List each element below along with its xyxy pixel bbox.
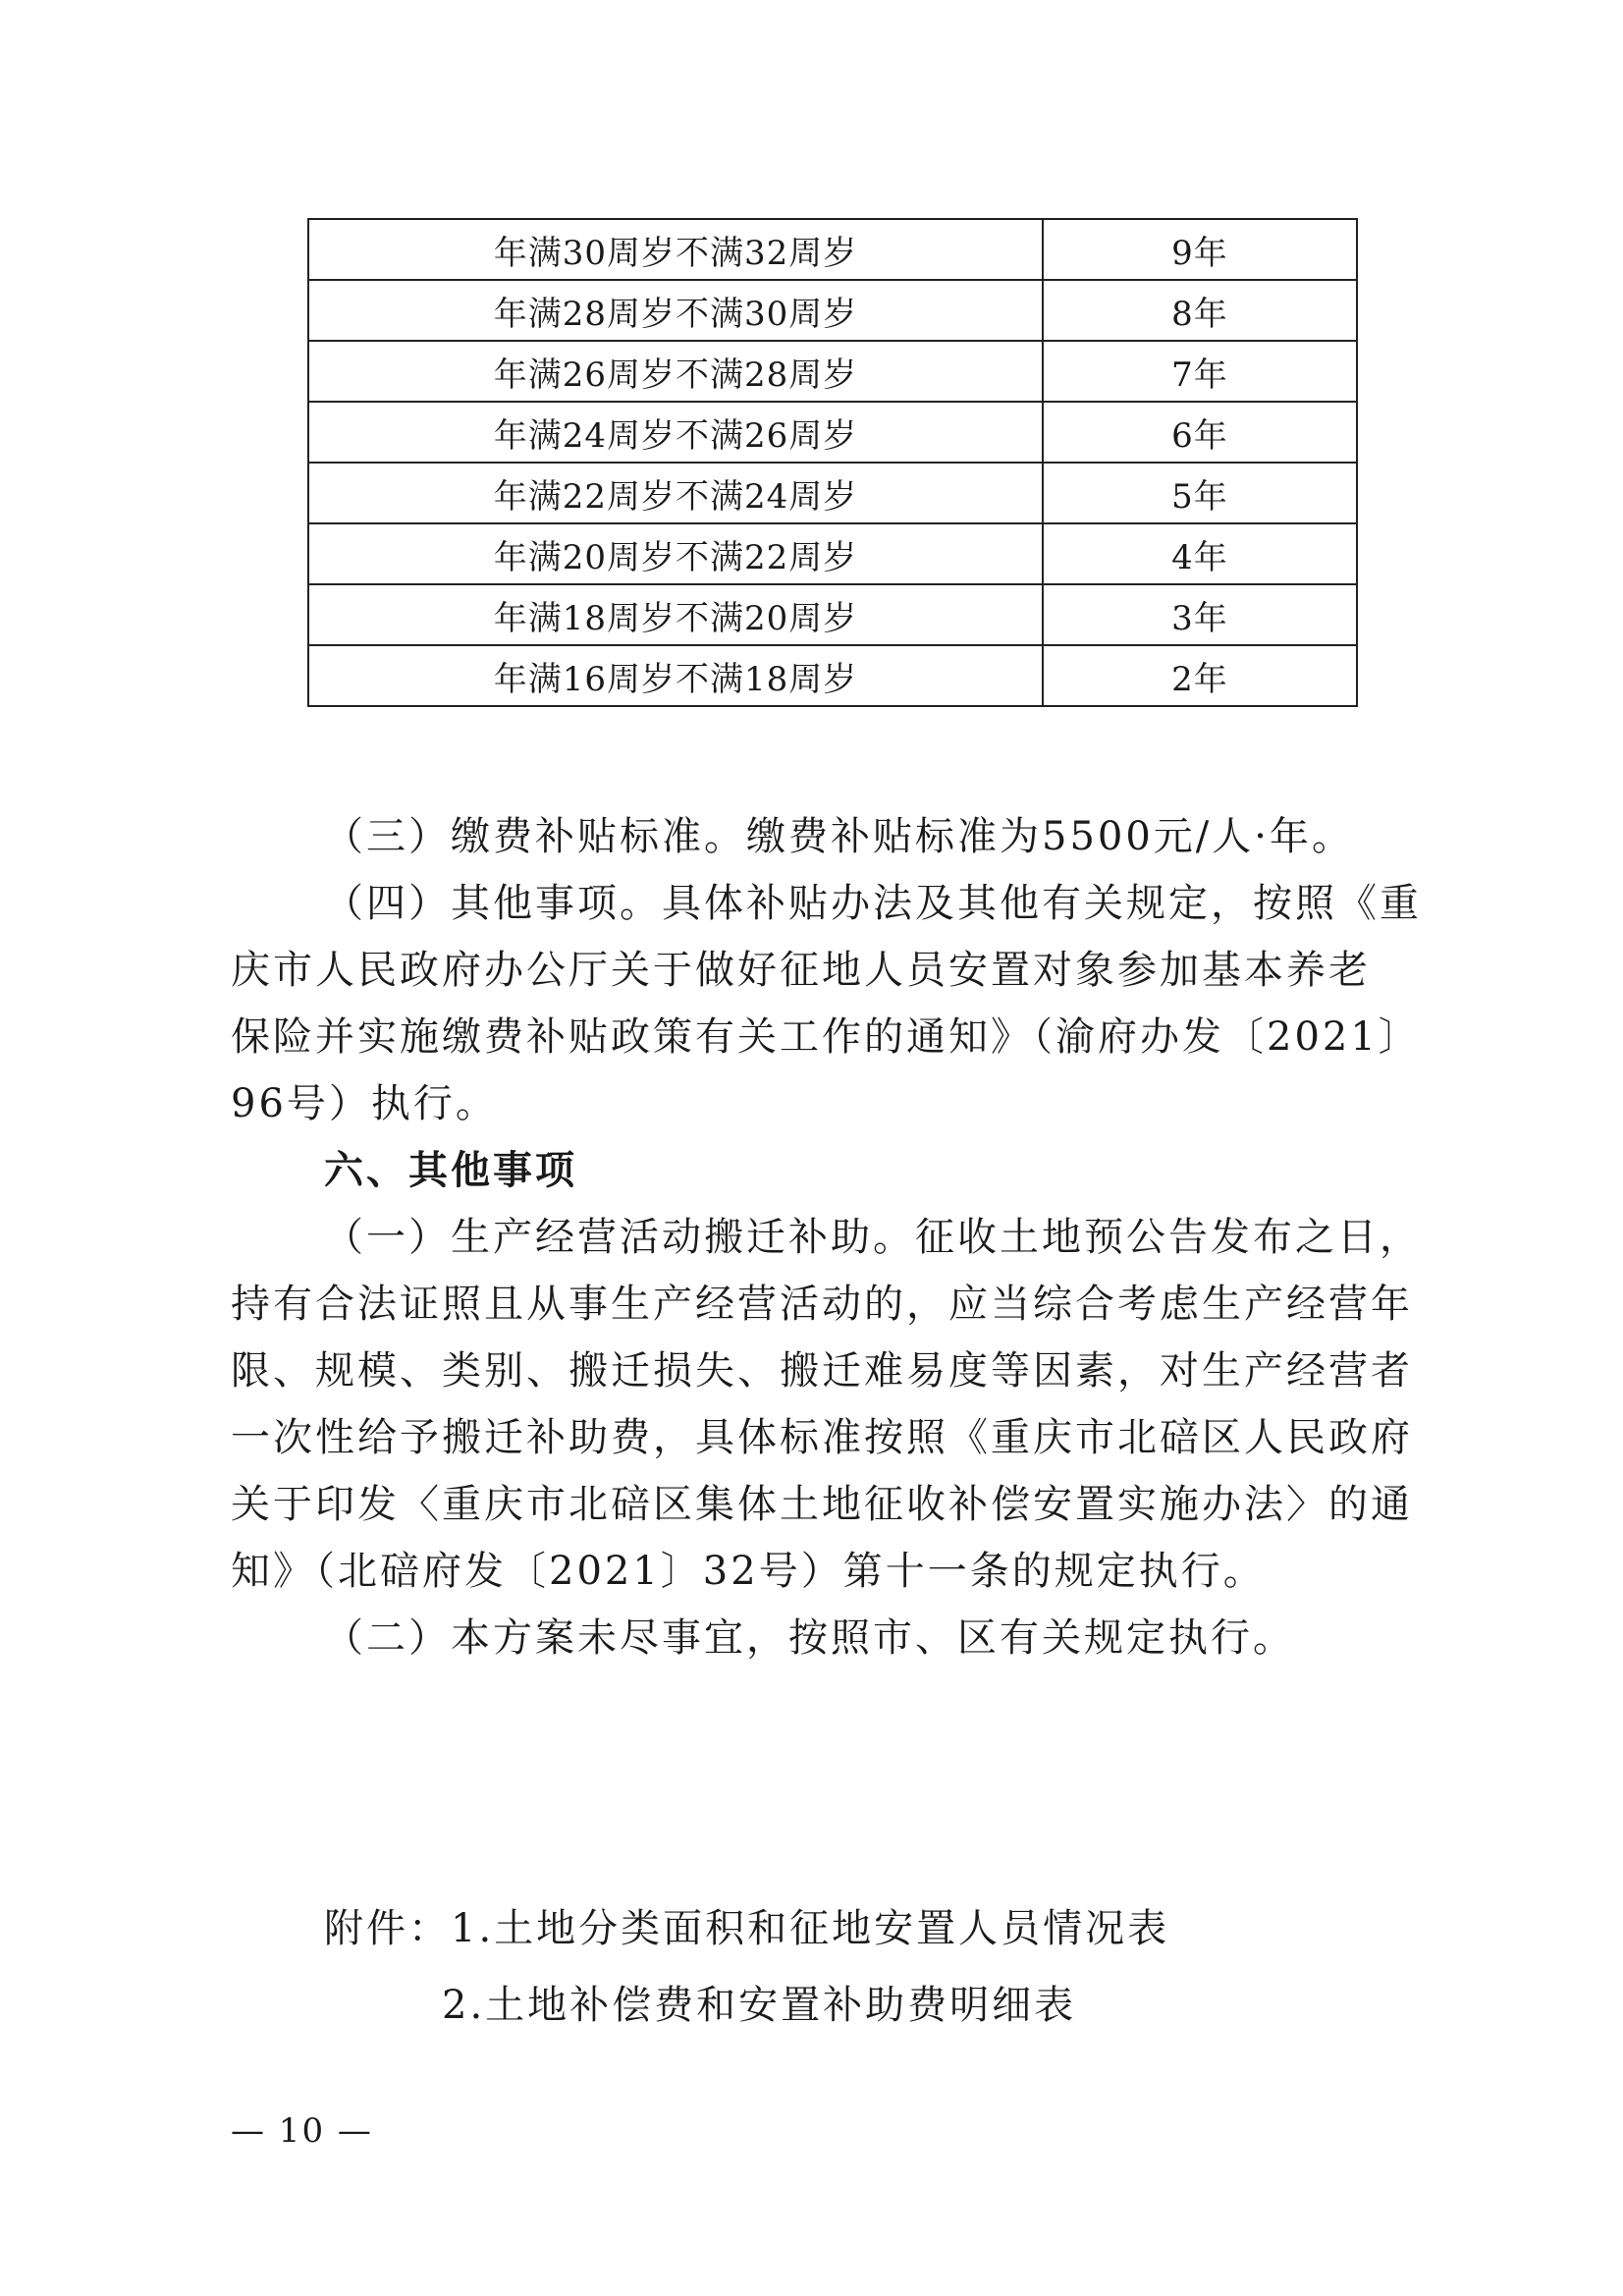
years-cell: 7年 (1043, 341, 1357, 402)
section4-line: 96号）执行。 (231, 1081, 498, 1126)
item2-line: （二）本方案未尽事宜，按照市、区有关规定执行。 (324, 1615, 1295, 1661)
table-row (308, 645, 1357, 706)
years-cell: 8年 (1043, 280, 1357, 341)
attachments-first-line (324, 1897, 1169, 1953)
page-number: — 10 — (231, 2111, 373, 2151)
age-range-cell: 年满18周岁不满20周岁 (308, 584, 1043, 645)
attachment-item: 2.土地补偿费和安置补助费明细表 (442, 1983, 1077, 2028)
age-range-cell: 年满16周岁不满18周岁 (308, 645, 1043, 706)
age-range-cell: 年满28周岁不满30周岁 (308, 280, 1043, 341)
item1-line: 持有合法证照且从事生产经营活动的，应当综合考虑生产经营年 (231, 1282, 1413, 1327)
years-cell: 3年 (1043, 584, 1357, 645)
item1-line: 一次性给予搬迁补助费，具体标准按照《重庆市北碚区人民政府 (231, 1415, 1413, 1460)
section3-paragraph: （三）缴费补贴标准。缴费补贴标准为5500元/人·年。 (324, 814, 1354, 859)
body-text (231, 803, 1438, 1671)
attachments-label: 附件： (324, 1906, 451, 1951)
years-cell: 9年 (1043, 219, 1357, 280)
table-row (308, 219, 1357, 280)
age-range-cell: 年满24周岁不满26周岁 (308, 402, 1043, 463)
table-row (308, 402, 1357, 463)
age-years-table (307, 218, 1358, 707)
item1-line: （一）生产经营活动搬迁补助。征收土地预公告发布之日， (324, 1215, 1422, 1260)
years-cell: 4年 (1043, 523, 1357, 584)
age-range-cell: 年满22周岁不满24周岁 (308, 463, 1043, 523)
attachment-item: 1.土地分类面积和征地安置人员情况表 (451, 1906, 1170, 1951)
item1-line: 知》（北碚府发〔2021〕32号）第十一条的规定执行。 (231, 1549, 1266, 1594)
attachments-second-line (442, 1974, 1076, 2030)
section6-heading: 六、其他事项 (324, 1148, 577, 1193)
table-row (308, 523, 1357, 584)
section4-line: （四）其他事项。具体补贴办法及其他有关规定，按照《重 (324, 881, 1422, 926)
years-cell: 6年 (1043, 402, 1357, 463)
item1-line: 关于印发〈重庆市北碚区集体土地征收补偿安置实施办法〉的通 (231, 1482, 1413, 1527)
section4-line: 保险并实施缴费补贴政策有关工作的通知》（渝府办发〔2021〕 (231, 1014, 1421, 1060)
item1-line: 限、规模、类别、搬迁损失、搬迁难易度等因素，对生产经营者 (231, 1348, 1413, 1394)
table-row (308, 341, 1357, 402)
table-row (308, 584, 1357, 645)
age-range-cell: 年满30周岁不满32周岁 (308, 219, 1043, 280)
years-cell: 2年 (1043, 645, 1357, 706)
age-range-cell: 年满20周岁不满22周岁 (308, 523, 1043, 584)
table-row (308, 463, 1357, 523)
table-row (308, 280, 1357, 341)
age-range-cell: 年满26周岁不满28周岁 (308, 341, 1043, 402)
section4-line: 庆市人民政府办公厅关于做好征地人员安置对象参加基本养老 (231, 948, 1371, 993)
years-cell: 5年 (1043, 463, 1357, 523)
